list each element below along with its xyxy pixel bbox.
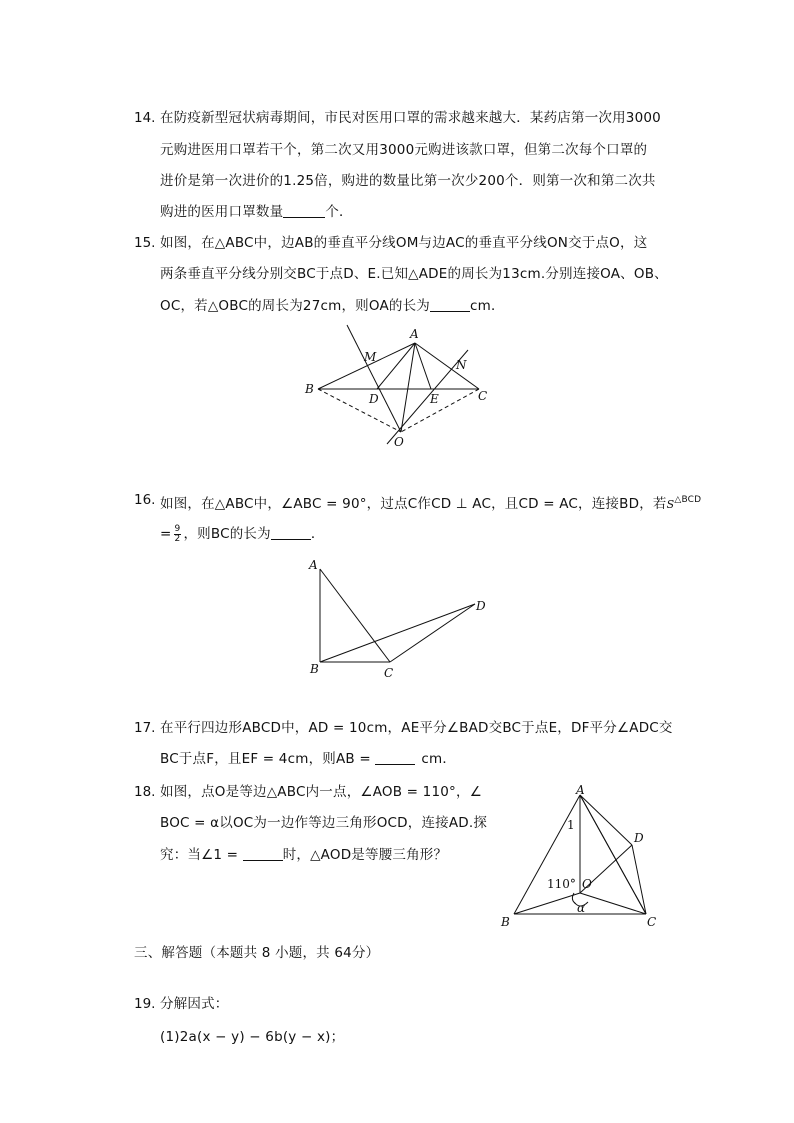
q18-label-A: A — [576, 783, 585, 797]
q17-line-1: 在平行四边形ABCD中，AD = 10cm，AE平分∠BAD交BC于点E，DF平分∠ADC交 — [160, 720, 673, 736]
q18-line-3-text: 究：当∠1 = — [160, 847, 243, 863]
q16-equals: = — [160, 526, 172, 542]
q15-label-B: B — [305, 382, 314, 396]
q16-label-C: C — [384, 666, 394, 680]
q17-line-2-text: BC于点F，且EF = 4cm，则AB = — [160, 751, 376, 767]
q15-label-E: E — [430, 392, 439, 406]
q15-line-1: 如图，在△ABC中，边AB的垂直平分线OM与边AC的垂直平分线ON交于点O，这 — [160, 235, 648, 251]
q15-label-N: N — [456, 358, 467, 372]
q18-label-alpha: α — [577, 901, 586, 915]
q19-number: 19. — [134, 996, 156, 1012]
q15-line-3-text: OC，若△OBC的周长为27cm，则OA的长为 — [160, 298, 430, 314]
q15-label-C: C — [478, 389, 488, 403]
q14-number: 14. — [134, 110, 156, 126]
q16-label-A: A — [309, 558, 318, 572]
q16-label-D: D — [476, 599, 486, 613]
q15-line-2: 两条垂直平分线分别交BC于点D、E.已知△ADE的周长为13cm.分别连接OA、OB、 — [160, 266, 668, 282]
q16-line-2-tail: ． — [310, 526, 325, 542]
q16-fraction-denominator: 2 — [174, 533, 181, 544]
q18-label-C: C — [647, 915, 657, 929]
q14-line-2: 元购进医用口罩若干个，第二次又用3000元购进该款口罩，但第二次每个口罩的 — [160, 142, 648, 158]
q18-line-3-tail: 时，△AOD是等腰三角形？ — [282, 847, 448, 863]
q15-label-M: M — [364, 350, 377, 364]
q15-label-D: D — [369, 392, 379, 406]
q18-label-B: B — [501, 915, 510, 929]
q17-line-2-tail: cm． — [421, 751, 457, 767]
q15-label-O: O — [394, 435, 404, 449]
q14-line-3: 进价是第一次进价的1.25倍，购进的数量比第一次少200个．则第一次和第二次共 — [160, 173, 656, 189]
q19-line-2: (1)2a(x − y) − 6b(y − x)； — [160, 1029, 345, 1045]
q19-line-1: 分解因式： — [160, 996, 229, 1012]
q18-line-2: BOC = α以OC为一边作等边三角形OCD，连接AD.探 — [160, 815, 488, 831]
q16-number: 16. — [134, 492, 156, 508]
q16-line-1-text: 如图，在△ABC中，∠ABC = 90°，过点C作CD ⊥ AC，且CD = AC，连接BD，若 — [160, 496, 667, 512]
q16-label-B: B — [310, 662, 319, 676]
q18-number: 18. — [134, 784, 156, 800]
q18-label-angle-1: 1 — [567, 818, 575, 832]
q16-fraction-numerator: 9 — [174, 523, 181, 534]
q14-line-4-tail: 个． — [325, 204, 353, 220]
q15-number: 15. — [134, 235, 156, 251]
q18-label-D: D — [634, 831, 644, 845]
q15-label-A: A — [410, 327, 419, 341]
q18-label-110: 110° — [547, 877, 576, 891]
section-3-heading: 三、解答题（本题共 8 小题，共 64分） — [134, 945, 380, 961]
q18-label-O: O — [582, 877, 592, 891]
q17-number: 17. — [134, 720, 156, 736]
q15-line-3-tail: cm． — [470, 298, 505, 314]
q14-line-1: 在防疫新型冠状病毒期间，市民对医用口罩的需求越来越大．某药店第一次用3000 — [160, 110, 661, 126]
q16-s-symbol: S — [666, 498, 675, 511]
q18-line-1: 如图，点O是等边△ABC内一点，∠AOB = 110°，∠ — [160, 784, 482, 800]
q16-s-subscript: △BCD — [674, 495, 702, 505]
q16-line-2-text: ，则BC的长为 — [183, 526, 271, 542]
q14-line-4-text: 购进的医用口罩数量 — [160, 204, 284, 220]
